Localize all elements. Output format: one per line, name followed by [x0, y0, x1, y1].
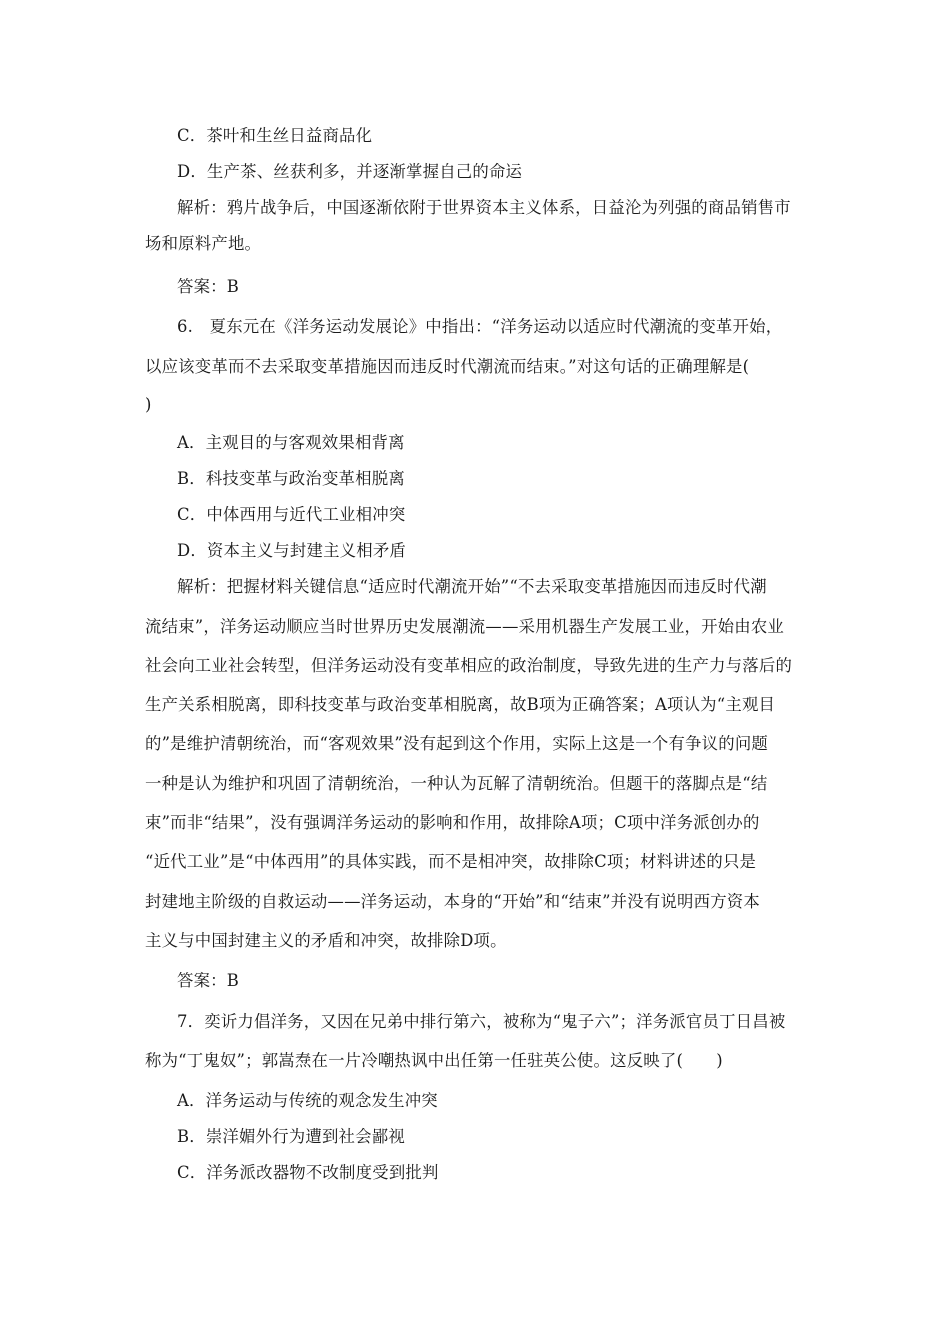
question-6-line3: ) [145, 395, 152, 414]
question-7-line2: 称为“丁鬼奴”；郭嵩焘在一片冷嘲热讽中出任第一任驻英公使。这反映了( ) [145, 1051, 723, 1070]
option-b-q6: B．科技变革与政治变革相脱离 [177, 469, 405, 488]
analysis-q5-line1: 解析：鸦片战争后，中国逐渐依附于世界资本主义体系，日益沦为列强的商品销售市 [177, 198, 791, 217]
question-6-line2: 以应该变革而不去采取变革措施因而违反时代潮流而结束。”对这句话的正确理解是( [145, 357, 750, 376]
analysis-q6-line9: 封建地主阶级的自救运动——洋务运动，本身的“开始”和“结束”并没有说明西方资本 [145, 892, 760, 911]
analysis-q6-line5: 的”是维护清朝统治，而“客观效果”没有起到这个作用，实际上这是一个有争议的问题 [145, 734, 768, 753]
option-c-q7: C．洋务派改器物不改制度受到批判 [177, 1163, 439, 1182]
analysis-q5-line2: 场和原料产地。 [145, 234, 262, 253]
analysis-q6-line4: 生产关系相脱离，即科技变革与政治变革相脱离，故B项为正确答案；A项认为“主观目 [145, 695, 776, 714]
option-b-q7: B．崇洋媚外行为遭到社会鄙视 [177, 1127, 405, 1146]
option-c-q5: C．茶叶和生丝日益商品化 [177, 126, 373, 145]
option-d-q5: D．生产茶、丝获利多，并逐渐掌握自己的命运 [177, 162, 523, 181]
analysis-q6-line2: 流结束”，洋务运动顺应当时世界历史发展潮流——采用机器生产发展工业，开始由农业 [145, 617, 785, 636]
analysis-q6-line10: 主义与中国封建主义的矛盾和冲突，故排除D项。 [145, 931, 507, 950]
question-7-line1: 7．奕䜣力倡洋务，又因在兄弟中排行第六，被称为“鬼子六”；洋务派官员丁日昌被 [177, 1012, 786, 1031]
analysis-q6-line6: 一种是认为维护和巩固了清朝统治，一种认为瓦解了清朝统治。但题干的落脚点是“结 [145, 774, 768, 793]
option-c-q6: C．中体西用与近代工业相冲突 [177, 505, 406, 524]
answer-q6: 答案：B [177, 971, 240, 990]
analysis-q6-line7: 束”而非“结果”，没有强调洋务运动的影响和作用，故排除A项；C项中洋务派创办的 [145, 813, 760, 832]
analysis-q6-line8: “近代工业”是“中体西用”的具体实践，而不是相冲突，故排除C项；材料讲述的只是 [145, 852, 757, 871]
answer-q5: 答案：B [177, 277, 240, 296]
question-6-line1: 6. 夏东元在《洋务运动发展论》中指出：“洋务运动以适应时代潮流的变革开始， [177, 317, 783, 336]
option-d-q6: D．资本主义与封建主义相矛盾 [177, 541, 407, 560]
analysis-q6-line1: 解析：把握材料关键信息“适应时代潮流开始”“不去采取变革措施因而违反时代潮 [177, 577, 767, 596]
option-a-q6: A．主观目的与客观效果相背离 [177, 433, 405, 452]
option-a-q7: A．洋务运动与传统的观念发生冲突 [177, 1091, 438, 1110]
analysis-q6-line3: 社会向工业社会转型，但洋务运动没有变革相应的政治制度，导致先进的生产力与落后的 [145, 656, 793, 675]
